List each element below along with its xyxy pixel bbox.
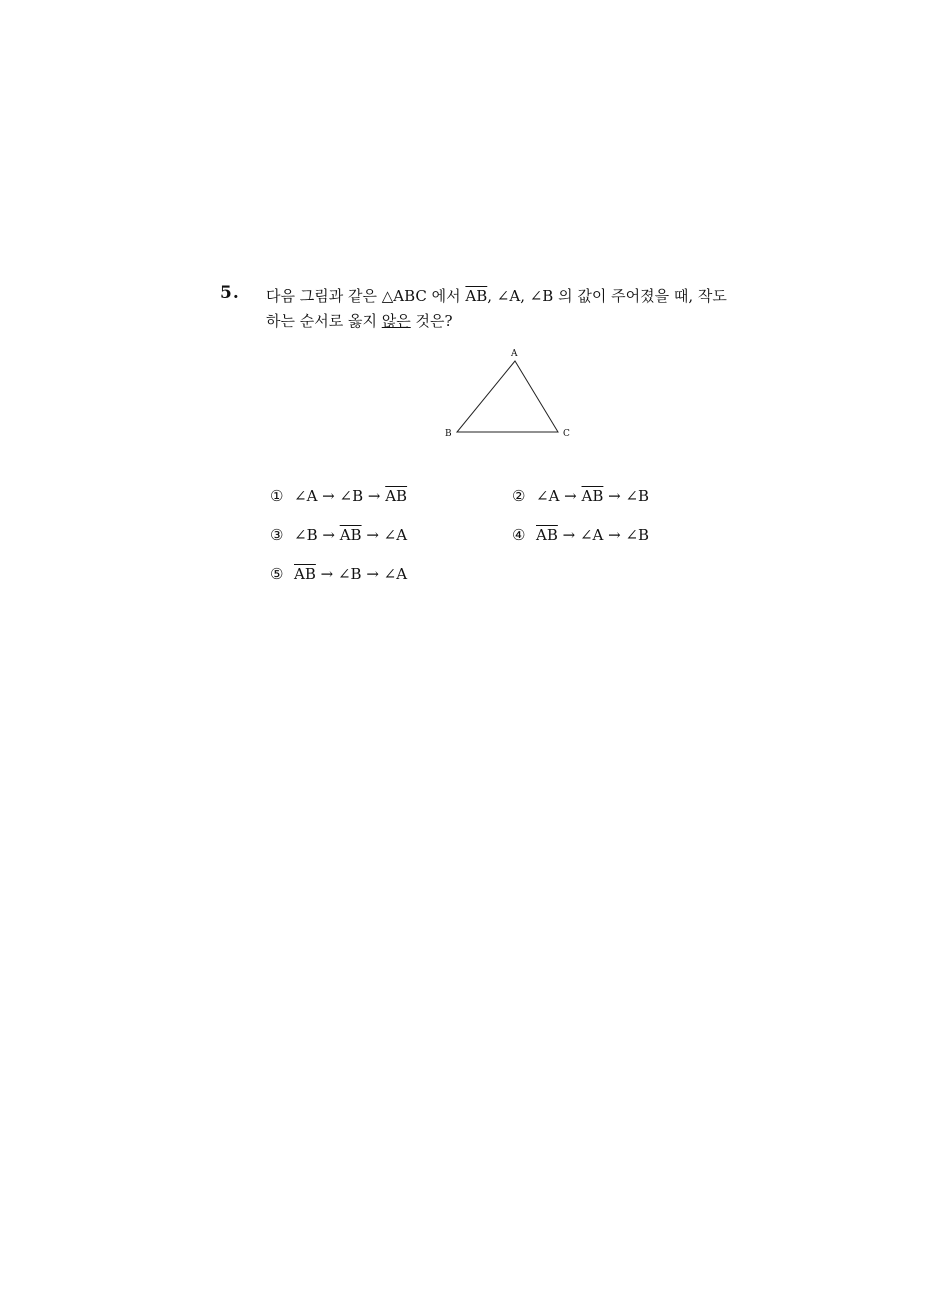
choice-step: ∠B	[625, 487, 650, 505]
choice-2[interactable]	[512, 487, 649, 505]
arrow: →	[557, 526, 580, 544]
arrow: →	[361, 565, 384, 583]
choice-step-segment: $\overline{AB}$	[294, 565, 316, 583]
choice-step-segment: $\overline{AB}$	[581, 487, 604, 505]
choice-step: ∠B	[339, 487, 364, 505]
stem-text: 하는 순서로 옳지	[266, 312, 382, 330]
choice-step: ∠A	[579, 526, 604, 544]
segment-ab: $\overline{AB}$	[465, 287, 488, 305]
arrow: →	[315, 565, 338, 583]
choice-number: ①	[270, 487, 284, 505]
question-stem	[266, 284, 766, 334]
choice-step-segment: $\overline{AB}$	[536, 526, 558, 544]
choice-step: ∠B	[625, 526, 650, 544]
stem-line-1	[266, 284, 766, 309]
triangle-figure	[440, 344, 580, 444]
stem-text: , ∠A, ∠B 의 값이 주어졌을 때, 작도	[487, 287, 727, 305]
stem-text: 것은?	[410, 312, 453, 330]
arrow: →	[317, 526, 340, 544]
choice-step: ∠B	[294, 526, 318, 544]
stem-text: 다음 그림과 같은 △ABC 에서	[266, 287, 466, 305]
choice-5[interactable]	[270, 565, 407, 583]
choice-number: ③	[270, 526, 284, 544]
choice-number: ⑤	[270, 565, 284, 583]
stem-line-2	[266, 309, 766, 334]
arrow: →	[317, 487, 340, 505]
arrow: →	[603, 526, 626, 544]
choice-number: ④	[512, 526, 526, 544]
vertex-label-c: C	[563, 429, 570, 439]
choice-step: ∠A	[294, 487, 318, 505]
choice-step: ∠A	[383, 526, 408, 544]
triangle-abc	[457, 361, 558, 432]
question-number: 5.	[220, 283, 240, 303]
underlined-negation: 않은	[381, 312, 411, 330]
vertex-label-a: A	[511, 349, 518, 359]
arrow: →	[559, 487, 582, 505]
choice-step-segment: $\overline{AB}$	[339, 526, 362, 544]
choice-1[interactable]	[270, 487, 407, 505]
vertex-label-b: B	[445, 429, 452, 439]
choice-number: ②	[512, 487, 526, 505]
choice-step-segment: $\overline{AB}$	[385, 487, 408, 505]
choice-step: ∠B	[337, 565, 362, 583]
choice-step: ∠A	[536, 487, 560, 505]
choice-step: ∠A	[383, 565, 408, 583]
choice-3[interactable]	[270, 526, 407, 544]
arrow: →	[361, 526, 384, 544]
choice-4[interactable]	[512, 526, 649, 544]
arrow: →	[363, 487, 386, 505]
arrow: →	[603, 487, 626, 505]
